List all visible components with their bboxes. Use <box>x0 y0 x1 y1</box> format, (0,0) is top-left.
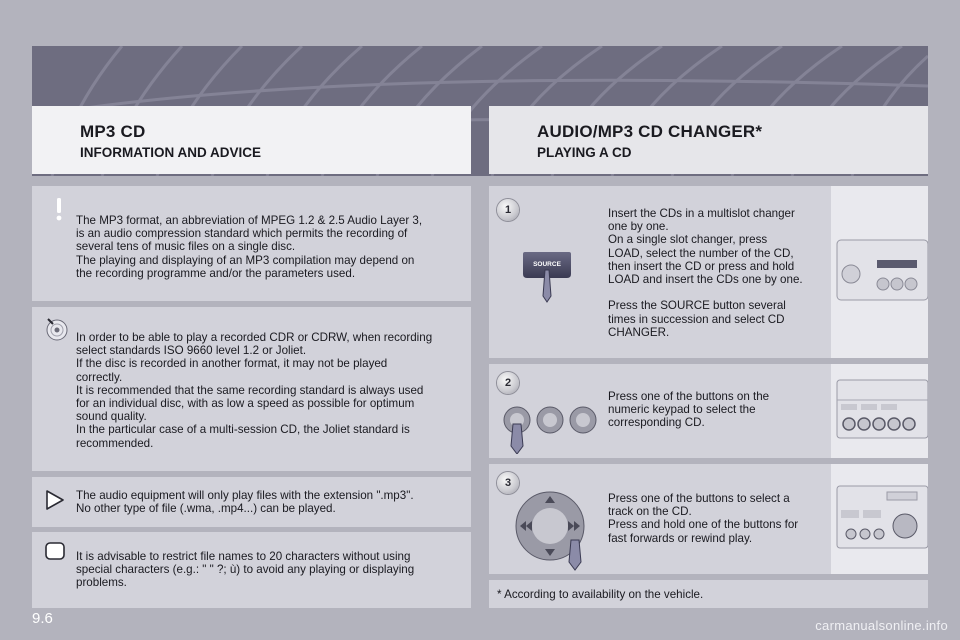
right-section-subtitle: PLAYING A CD <box>537 145 632 160</box>
radio-unit-illustration-2 <box>831 364 928 458</box>
step-number-badge: 2 <box>497 372 519 394</box>
text-line: CHANGER. <box>608 325 670 339</box>
info-panel-extension <box>32 477 471 527</box>
source-button-label: SOURCE <box>533 261 561 268</box>
text-line: for an individual disc, with as low a speed as possible for optimum <box>76 397 415 411</box>
radio-unit-illustration-1 <box>831 186 928 358</box>
text-line: times in succession and select CD <box>608 312 785 326</box>
cd-icon <box>44 315 70 341</box>
text-line: Press the SOURCE button several <box>608 299 786 313</box>
text-line: In the particular case of a multi-session CD, the Joliet standard is <box>76 423 410 437</box>
text-line: track on the CD. <box>608 505 692 519</box>
text-line: On a single slot changer, press <box>608 233 768 247</box>
text-line <box>608 286 830 299</box>
watermark-text: carmanualsonline.info <box>815 618 948 633</box>
text-line: sound quality. <box>76 410 147 424</box>
info-panel-filenames <box>32 532 471 608</box>
info-text-filenames <box>76 550 468 590</box>
info-panel-mp3-format <box>32 186 471 301</box>
play-icon <box>42 487 68 513</box>
text-line: If the disc is recorded in another format, it may not be played <box>76 357 388 371</box>
text-line: problems. <box>76 576 127 590</box>
text-line: LOAD, select the number of the CD, <box>608 246 794 260</box>
step-3-text <box>608 492 830 545</box>
right-section-header <box>489 106 928 174</box>
step-2-text <box>608 390 830 430</box>
numeric-keypad-illustration <box>501 402 601 454</box>
left-section-header <box>32 106 471 174</box>
step-panel-2 <box>489 364 928 458</box>
source-button-illustration <box>519 248 575 304</box>
text-line: The audio equipment will only play files with the extension ".mp3". <box>76 489 414 502</box>
direction-pad-illustration <box>513 488 593 574</box>
page-number: 9.6 <box>32 610 53 627</box>
info-panel-recording <box>32 307 471 471</box>
left-section-title: MP3 CD <box>80 122 146 141</box>
step-panel-1 <box>489 186 928 358</box>
stop-icon <box>42 538 68 564</box>
info-text-recording <box>76 331 468 450</box>
step-1-text <box>608 207 830 339</box>
right-section-title: AUDIO/MP3 CD CHANGER* <box>537 122 763 141</box>
text-line: Press one of the buttons on the <box>608 390 770 403</box>
radio-unit-illustration-3 <box>831 464 928 574</box>
text-line: LOAD and insert the CDs one by one. <box>608 273 803 287</box>
text-line: It is recommended that the same recording standard is always used <box>76 383 424 397</box>
step-number-badge: 1 <box>497 199 519 221</box>
exclamation-icon <box>46 196 72 222</box>
text-line: one by one. <box>608 220 669 234</box>
text-line: then insert the CD or press and hold <box>608 259 795 273</box>
text-line: No other type of file (.wma, .mp4...) can be played. <box>76 502 336 516</box>
text-line: Press one of the buttons to select a <box>608 492 790 505</box>
step-number-badge: 3 <box>497 472 519 494</box>
text-line: correctly. <box>76 370 123 384</box>
text-line: special characters (e.g.: " " ?; ù) to avoid any playing or displaying <box>76 563 415 577</box>
text-line: Press and hold one of the buttons for <box>608 518 799 532</box>
text-line: In order to be able to play a recorded CDR or CDRW, when recording <box>76 331 433 344</box>
text-line: fast forwards or rewind play. <box>608 531 753 545</box>
left-section-subtitle: INFORMATION AND ADVICE <box>80 145 261 160</box>
footnote-text: * According to availability on the vehicle. <box>497 588 704 601</box>
text-line: The playing and displaying of an MP3 compilation may depend on <box>76 253 415 267</box>
footnote-panel <box>489 580 928 608</box>
text-line: is an audio compression standard which permits the recording of <box>76 227 408 241</box>
text-line: numeric keypad to select the <box>608 403 756 417</box>
text-line: Insert the CDs in a multislot changer <box>608 207 795 220</box>
text-line: select standards ISO 9660 level 1.2 or Joliet. <box>76 344 307 358</box>
text-line: recommended. <box>76 436 154 450</box>
text-line: the recording programme and/or the parameters used. <box>76 266 356 280</box>
text-line: The MP3 format, an abbreviation of MPEG 1.2 & 2.5 Audio Layer 3, <box>76 214 423 227</box>
text-line: It is advisable to restrict file names to 20 characters without using <box>76 550 411 563</box>
info-text-extension <box>76 489 468 515</box>
info-text-mp3-format <box>76 214 466 280</box>
step-panel-3 <box>489 464 928 574</box>
text-line: corresponding CD. <box>608 416 705 430</box>
text-line: several tens of music files on a single disc. <box>76 240 296 254</box>
